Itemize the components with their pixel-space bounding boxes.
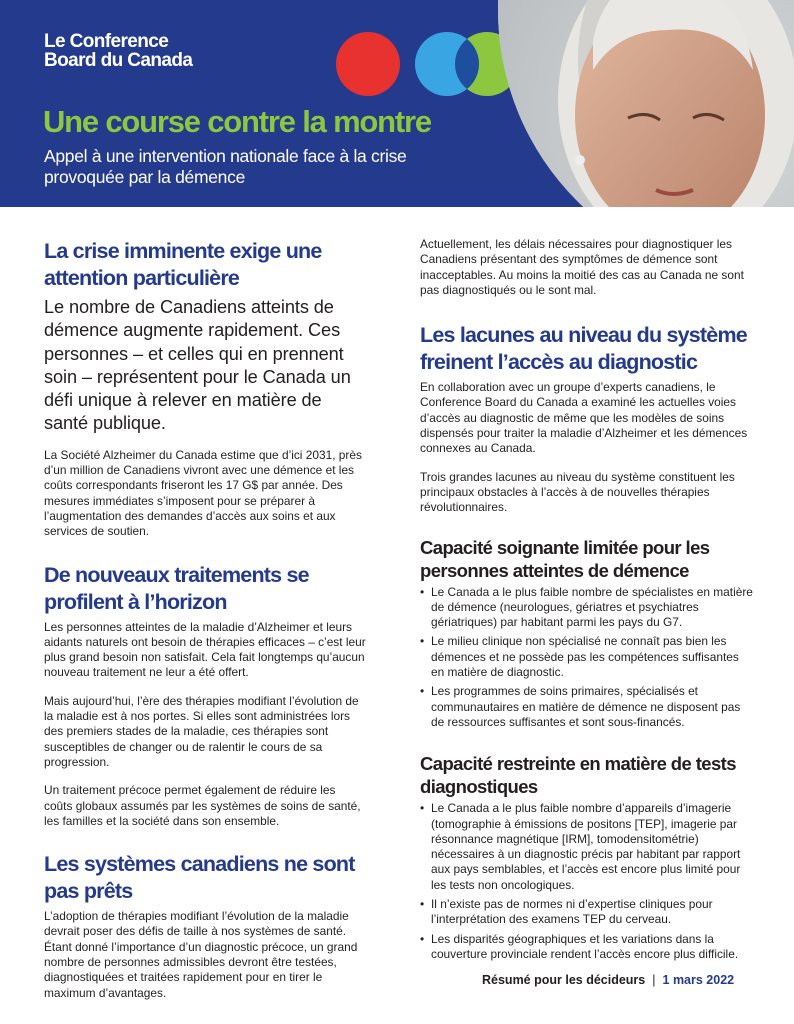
lead-paragraph: Le nombre de Canadiens atteints de démence augmente rapidement. Ces personnes – et celles qui en prennent soin – représentent pour le Canada un défi unique à relever en matière de santé publique. <box>44 297 351 434</box>
body-paragraph: Les personnes atteintes de la maladie d’Alzheimer et leurs aidants naturels ont besoin de thérapies efficaces – c’est leur plus grand besoin non satisfait. Cela fait longtemps qu’aucun nouveau traitement ne leur a été offert. <box>44 619 366 680</box>
section-heading-lacunes: Les lacunes au niveau du système freinent l’accès au diagnostic <box>420 323 747 375</box>
body-paragraph: Mais aujourd’hui, l’ère des thérapies modifiant l’évolution de la maladie est à nos portes. Si elles sont administrées lors des premiers stades de la maladie, ces thérapies sont susceptibles de changer ou de ralentir le cours de sa progression. <box>44 693 359 769</box>
bullet-list <box>420 585 755 731</box>
list-item: • Les programmes de soins primaires, spécialisés et communautaires en matière de démence ne disposent pas de ressources suffisantes et sont sous-financés. <box>420 684 755 730</box>
body-paragraph: L’adoption de thérapies modifiant l’évolution de la maladie devrait poser des défis de taille à nos systèmes de santé. Étant donné l’importance d’un diagnostic précoce, un grand nombre de personnes admissibles devront être testées, diagnostiquées et traitées rapidement pour en tirer le maximum d’avantages. <box>44 909 358 1000</box>
left-column <box>44 238 366 1014</box>
logo-line-2: Board du Canada <box>44 50 193 71</box>
woman-portrait-photo <box>498 0 794 207</box>
body-paragraph: Un traitement précoce permet également de réduire les coûts globaux assumés par les systèmes de soins de santé, les familles et la société dans son ensemble. <box>44 783 361 828</box>
subheading-capacite-tests: Capacité restreinte en matière de tests diagnostiques <box>420 753 736 798</box>
body-paragraph: Actuellement, les délais nécessaires pour diagnostiquer les Canadiens présentant des symptômes de démence sont inacceptables. Au moins la moitié des cas au Canada ne sont pas diagnostiqués ou le sont mal. <box>420 237 744 297</box>
list-item: • Le milieu clinique non spécialisé ne connaît pas bien les démences et ne possède pas les compétences suffisantes en matière de diagnostic. <box>420 634 755 680</box>
list-item: • Il n’existe pas de normes ni d’expertise cliniques pour l’interprétation des examens TEP du cerveau. <box>420 897 755 928</box>
right-column <box>420 237 755 978</box>
footer-label: Résumé pour les décideurs <box>482 973 646 987</box>
red-circle-decoration <box>336 32 400 96</box>
page-title: Une course contre la montre <box>43 104 431 139</box>
footer <box>482 973 734 987</box>
footer-separator: | <box>652 973 656 987</box>
body-paragraph: En collaboration avec un groupe d’experts canadiens, le Conference Board du Canada a examiné les actuelles voies d’accès au diagnostic de même que les modèles de soins dispensés pour traiter la maladie d’Alzheimer et les démences connexes au Canada. <box>420 380 748 456</box>
logo-line-1: Le Conference <box>44 31 169 52</box>
logo <box>44 32 192 70</box>
footer-date: 1 mars 2022 <box>662 973 735 987</box>
header-banner <box>0 0 794 207</box>
body-paragraph: La Société Alzheimer du Canada estime que d’ici 2031, près d’un million de Canadiens vivront avec une démence et les coûts correspondants friseront les 17 G$ par année. Des mesures immédiates s’imposent pour se préparer à l’augmentation des demandes d’accès aux soins et aux services de soutien. <box>44 447 362 539</box>
body-paragraph: Trois grandes lacunes au niveau du système constituent les principaux obstacles à l’accès à de nouvelles thérapies révolutionnaires. <box>420 469 735 515</box>
list-item: • Le Canada a le plus faible nombre de spécialistes en matière de démence (neurologues, gériatres et psychiatres gériatriques) par habitant parmi les pays du G7. <box>420 585 755 631</box>
bullet-list <box>420 801 755 962</box>
subheading-capacite-soignante: Capacité soignante limitée pour les personnes atteintes de démence <box>420 536 710 581</box>
page-subtitle: Appel à une intervention nationale face à la crise provoquée par la démence <box>44 146 407 187</box>
list-item: • Les disparités géographiques et les variations dans la couverture provinciale rendent l’accès encore plus difficile. <box>420 932 755 963</box>
section-heading-traitements: De nouveaux traitements se profilent à l’horizon <box>44 562 309 614</box>
section-heading-systemes: Les systèmes canadiens ne sont pas prêts <box>44 852 355 904</box>
section-heading-crise: La crise imminente exige une attention particulière <box>44 239 322 290</box>
list-item: • Le Canada a le plus faible nombre d’appareils d’imagerie (tomographie à émissions de positons [TEP], imagerie par résonnance magnétique [IRM], tomodensitométrie) nécessaires à un diagnostic précis par habitant par rapport aux pays semblables, et l’accès est encore plus limité pour les tests non oncologiques. <box>420 801 755 893</box>
